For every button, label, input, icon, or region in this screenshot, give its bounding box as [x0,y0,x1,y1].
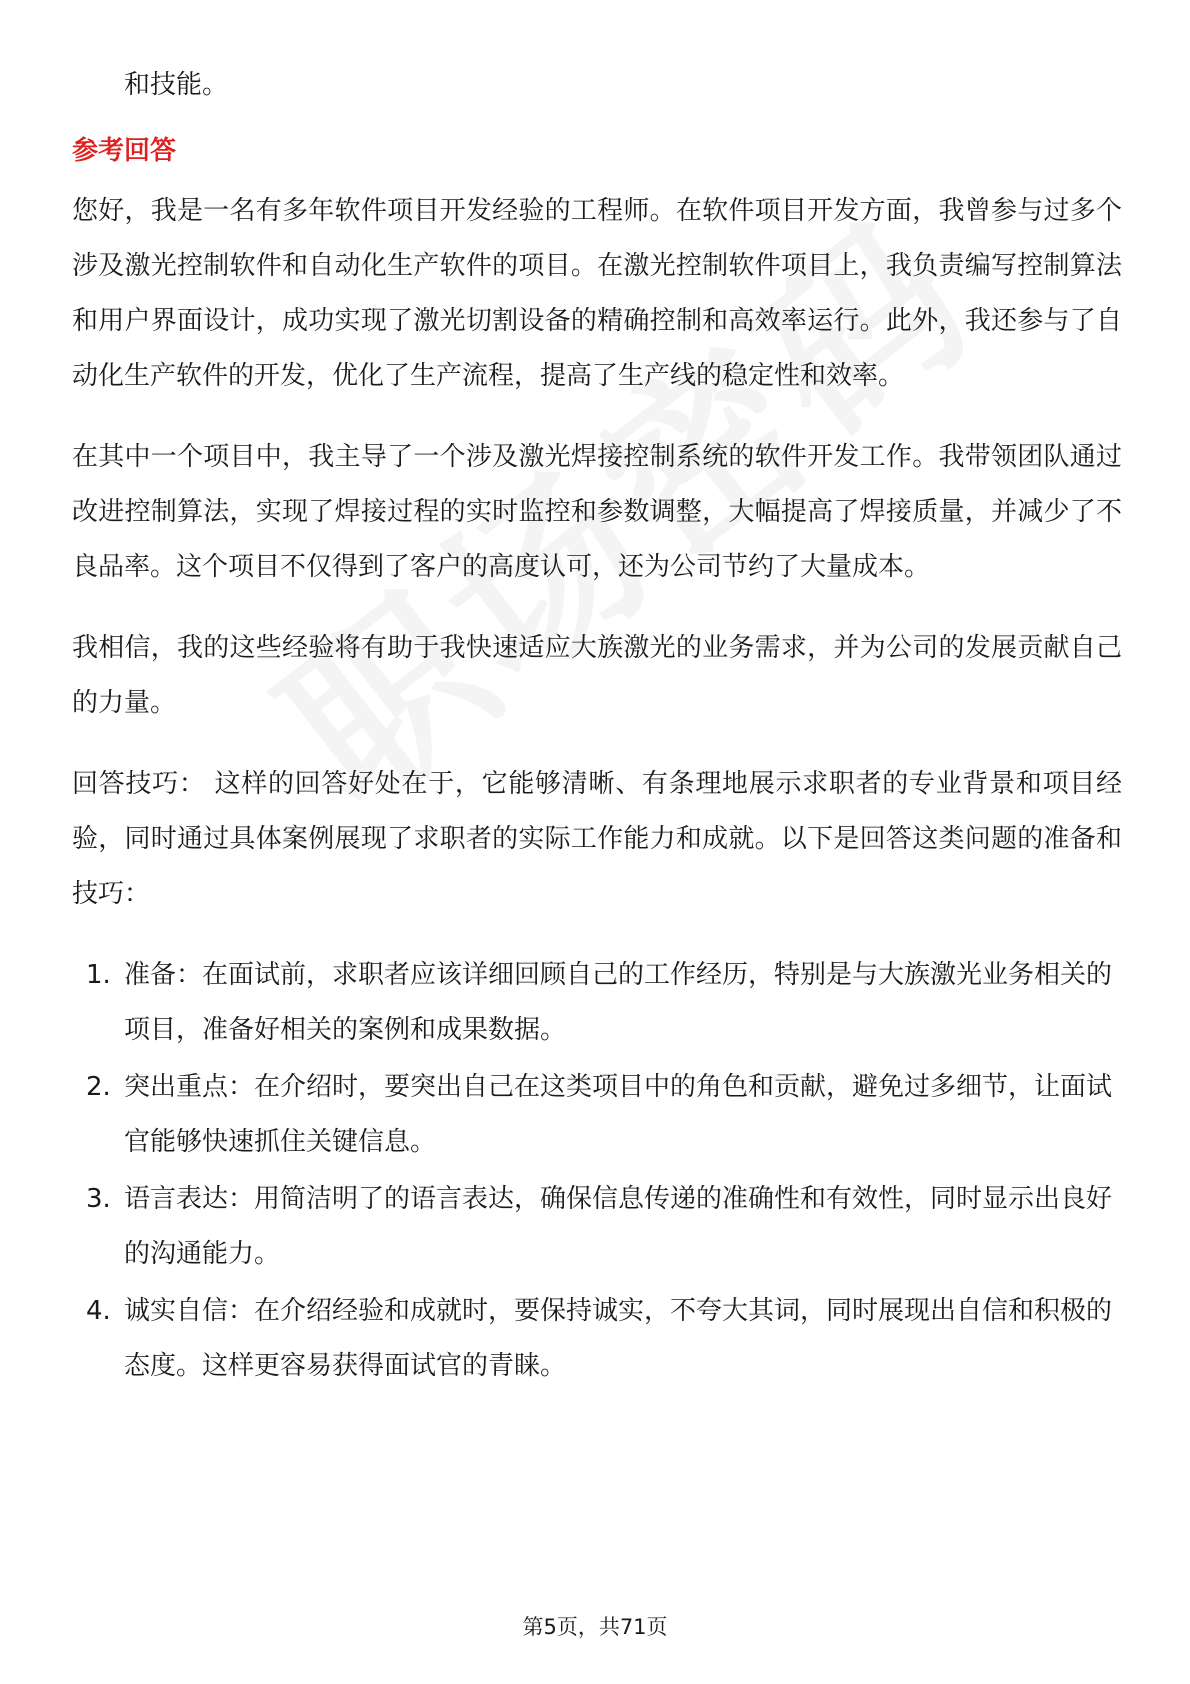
list-item-number: 1. [86,960,111,990]
list-item [72,1060,1122,1170]
list-item-text: 诚实自信：在介绍经验和成就时，要保持诚实，不夸大其词，同时展现出自信和积极的态度。这样更容易获得面试官的青睐。 [124,1296,1113,1381]
list-item [72,1172,1122,1282]
section-heading: 参考回答 [72,136,177,166]
continuation-text: 和技能。 [124,70,229,100]
paragraph-tips-intro: 回答技巧： 这样的回答好处在于，它能够清晰、有条理地展示求职者的专业背景和项目经验，同时通过具体案例展现了求职者的实际工作能力和成就。以下是回答这类问题的准备和技巧： [72,769,1122,909]
list-item-text: 语言表达：用简洁明了的语言表达，确保信息传递的准确性和有效性，同时显示出良好的沟通能力。 [124,1184,1113,1269]
list-item-number: 2. [86,1072,111,1102]
list-item-text: 突出重点：在介绍时，要突出自己在这类项目中的角色和贡献，避免过多细节，让面试官能够快速抓住关键信息。 [124,1072,1113,1157]
page-footer: 第5页，共71页 [522,1615,668,1639]
list-item [72,948,1122,1058]
list-item-text: 准备：在面试前，求职者应该详细回顾自己的工作经历，特别是与大族激光业务相关的项目，准备好相关的案例和成果数据。 [124,960,1113,1045]
paragraph-intro: 您好，我是一名有多年软件项目开发经验的工程师。在软件项目开发方面，我曾参与过多个涉及激光控制软件和自动化生产软件的项目。在激光控制软件项目上，我负责编写控制算法和用户界面设计，成功实现了激光切割设备的精确控制和高效率运行。此外，我还参与了自动化生产软件的开发，优化了生产流程，提高了生产线的稳定性和效率。 [72,196,1122,391]
tips-list [72,948,1122,1394]
paragraph-project: 在其中一个项目中，我主导了一个涉及激光焊接控制系统的软件开发工作。我带领团队通过改进控制算法，实现了焊接过程的实时监控和参数调整，大幅提高了焊接质量，并减少了不良品率。这个项目不仅得到了客户的高度认可，还为公司节约了大量成本。 [72,442,1122,582]
list-item [72,1284,1122,1394]
page-content [72,60,1122,1396]
list-item-number: 3. [86,1184,111,1214]
paragraph-belief: 我相信，我的这些经验将有助于我快速适应大族激光的业务需求，并为公司的发展贡献自己的力量。 [72,633,1122,718]
list-item-number: 4. [86,1296,111,1326]
